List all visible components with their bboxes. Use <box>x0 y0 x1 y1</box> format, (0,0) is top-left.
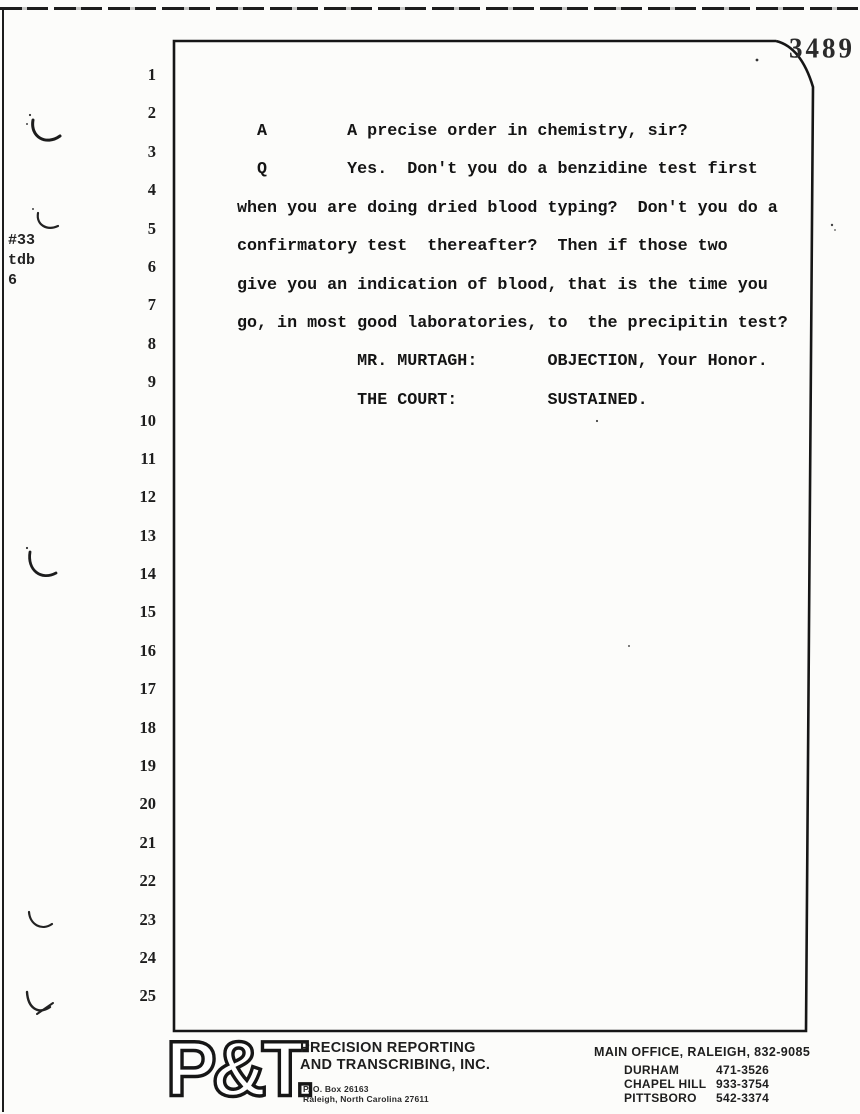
transcript-line: go, in most good laboratories, to the precipitin test? <box>237 313 788 333</box>
ink-speck <box>831 224 833 226</box>
company-name <box>300 1040 490 1074</box>
branch-office-city: PITTSBORO <box>624 1091 697 1106</box>
ink-speck <box>26 123 28 125</box>
transcript-line: THE COURT: SUSTAINED. <box>237 390 648 410</box>
margin-annotation-line: 6 <box>8 272 18 289</box>
company-name-line1: PRECISION REPORTING <box>300 1040 476 1056</box>
main-office-line: MAIN OFFICE, RALEIGH, 832-9085 <box>594 1045 811 1059</box>
line-number: 20 <box>139 794 156 814</box>
transcript-line: MR. MURTAGH: OBJECTION, Your Honor. <box>237 352 768 372</box>
page-number-stamp: 3489 <box>789 32 855 64</box>
transcript-line: give you an indication of blood, that is the time you <box>237 275 768 295</box>
company-name-line2: AND TRANSCRIBING, INC. <box>300 1057 491 1073</box>
line-number: 5 <box>147 218 156 238</box>
line-number: 4 <box>147 180 156 200</box>
line-number: 19 <box>139 756 156 776</box>
pt-logo: P&T. <box>166 1026 311 1113</box>
contact-block <box>594 1045 810 1106</box>
line-number: 17 <box>139 679 156 699</box>
ink-speck <box>834 229 836 231</box>
margin-annotation-line: #33 <box>8 232 36 249</box>
branch-office-city: DURHAM <box>624 1063 680 1077</box>
punch-hole-mark <box>30 552 56 576</box>
punch-hole-mark <box>29 912 52 927</box>
ink-speck <box>628 645 630 647</box>
line-number: 3 <box>147 141 156 161</box>
ink-speck <box>596 420 598 422</box>
line-number: 8 <box>147 333 156 353</box>
line-number: 11 <box>140 448 156 468</box>
line-number: 23 <box>139 909 156 929</box>
line-number: 22 <box>139 871 156 891</box>
branch-office-row <box>624 1063 810 1077</box>
punch-hole-mark <box>38 213 58 228</box>
branch-office-phone: 933-3754 <box>716 1077 770 1092</box>
line-number: 10 <box>139 410 156 430</box>
branch-office-row <box>624 1077 810 1091</box>
transcript-line: Q Yes. Don't you do a benzidine test first <box>237 160 758 180</box>
transcript-line: when you are doing dried blood typing? Don't you do a <box>237 198 778 218</box>
line-number: 12 <box>139 487 156 507</box>
ink-speck <box>26 547 28 549</box>
line-number: 9 <box>147 372 156 392</box>
company-address <box>303 1084 429 1104</box>
line-number: 15 <box>139 602 156 622</box>
line-number: 6 <box>147 256 156 276</box>
branch-office-list <box>624 1063 810 1106</box>
line-number: 7 <box>147 295 156 315</box>
ink-speck <box>29 114 31 116</box>
company-address-line2: Raleigh, North Carolina 27611 <box>303 1094 429 1104</box>
transcript-line: A A precise order in chemistry, sir? <box>237 122 688 141</box>
branch-office-phone: 542-3374 <box>716 1091 770 1106</box>
punch-hole-mark <box>37 1003 53 1014</box>
margin-annotation-line: tdb <box>8 252 36 269</box>
line-number: 18 <box>139 717 156 737</box>
transcript-text <box>237 56 822 420</box>
line-number: 1 <box>147 65 156 84</box>
line-number: 25 <box>139 986 156 1006</box>
branch-office-row <box>624 1091 810 1105</box>
line-number-column <box>112 56 156 1016</box>
line-number: 21 <box>139 832 156 852</box>
transcript-line: confirmatory test thereafter? Then if those two <box>237 237 728 257</box>
branch-office-phone: 471-3526 <box>716 1063 770 1077</box>
line-number: 13 <box>139 525 156 545</box>
line-number: 16 <box>139 640 156 660</box>
branch-office-city: CHAPEL HILL <box>624 1077 707 1092</box>
line-number: 2 <box>147 103 156 123</box>
company-address-line1: P. O. Box 26163 <box>303 1084 369 1094</box>
punch-hole-mark <box>33 120 60 140</box>
line-number: 14 <box>139 564 156 584</box>
ink-speck <box>32 208 34 210</box>
margin-annotation <box>8 231 35 291</box>
line-number: 24 <box>139 947 156 967</box>
